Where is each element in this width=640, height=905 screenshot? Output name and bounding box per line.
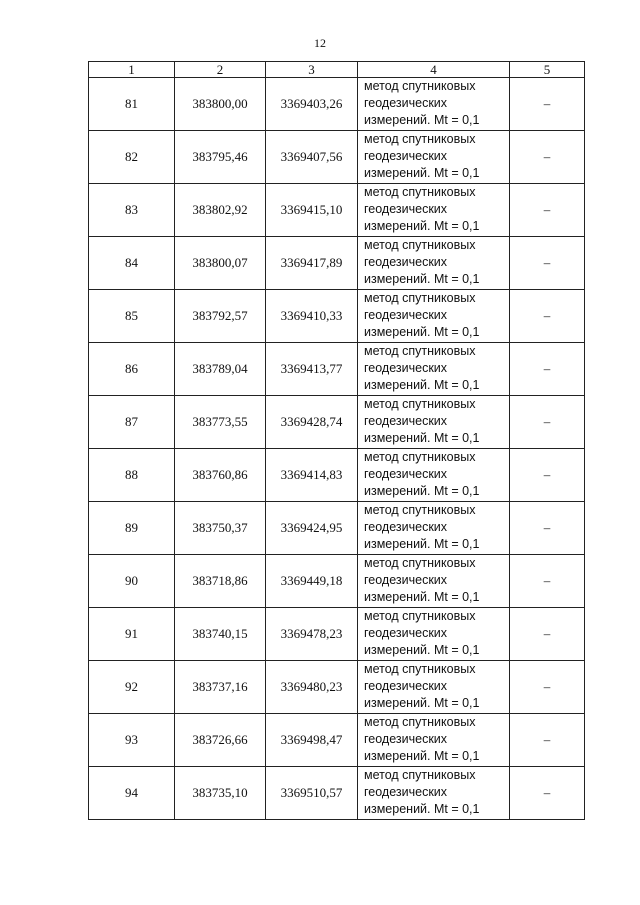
method-line: измерений. Mt = 0,1 xyxy=(364,643,480,657)
method-line: измерений. Mt = 0,1 xyxy=(364,272,480,286)
method-cell xyxy=(358,767,510,820)
method-line: геодезических xyxy=(364,361,448,375)
method-cell xyxy=(358,502,510,555)
note-cell: – xyxy=(510,502,585,555)
x-coordinate-cell: 383735,10 xyxy=(175,767,266,820)
method-cell xyxy=(358,131,510,184)
method-line: метод спутниковых xyxy=(364,79,476,93)
x-coordinate-cell: 383760,86 xyxy=(175,449,266,502)
y-coordinate-cell: 3369413,77 xyxy=(266,343,358,396)
point-number-cell: 85 xyxy=(89,290,175,343)
y-coordinate-cell: 3369478,23 xyxy=(266,608,358,661)
column-header-1: 1 xyxy=(89,62,175,78)
point-number-cell: 87 xyxy=(89,396,175,449)
method-line: измерений. Mt = 0,1 xyxy=(364,219,480,233)
point-number-cell: 83 xyxy=(89,184,175,237)
table-row xyxy=(89,290,585,343)
coordinates-table xyxy=(88,61,585,820)
table-row xyxy=(89,714,585,767)
x-coordinate-cell: 383800,07 xyxy=(175,237,266,290)
method-line: метод спутниковых xyxy=(364,450,476,464)
method-cell xyxy=(358,78,510,131)
point-number-cell: 86 xyxy=(89,343,175,396)
x-coordinate-cell: 383750,37 xyxy=(175,502,266,555)
method-line: метод спутниковых xyxy=(364,397,476,411)
note-cell: – xyxy=(510,184,585,237)
method-line: измерений. Mt = 0,1 xyxy=(364,325,480,339)
method-line: геодезических xyxy=(364,679,448,693)
note-cell: – xyxy=(510,555,585,608)
method-line: измерений. Mt = 0,1 xyxy=(364,431,480,445)
note-cell: – xyxy=(510,237,585,290)
point-number-cell: 93 xyxy=(89,714,175,767)
page-number: 12 xyxy=(314,36,326,50)
method-line: геодезических xyxy=(364,149,448,163)
method-cell xyxy=(358,396,510,449)
point-number-cell: 81 xyxy=(89,78,175,131)
table-header xyxy=(89,62,585,78)
table-row xyxy=(89,78,585,131)
method-cell xyxy=(358,237,510,290)
x-coordinate-cell: 383740,15 xyxy=(175,608,266,661)
method-line: метод спутниковых xyxy=(364,609,476,623)
method-line: измерений. Mt = 0,1 xyxy=(364,749,480,763)
y-coordinate-cell: 3369424,95 xyxy=(266,502,358,555)
method-cell xyxy=(358,343,510,396)
method-line: геодезических xyxy=(364,96,448,110)
method-line: геодезических xyxy=(364,573,448,587)
method-line: геодезических xyxy=(364,732,448,746)
y-coordinate-cell: 3369480,23 xyxy=(266,661,358,714)
method-line: измерений. Mt = 0,1 xyxy=(364,590,480,604)
table-row xyxy=(89,661,585,714)
point-number-cell: 90 xyxy=(89,555,175,608)
table-row xyxy=(89,502,585,555)
x-coordinate-cell: 383773,55 xyxy=(175,396,266,449)
method-cell xyxy=(358,449,510,502)
x-coordinate-cell: 383737,16 xyxy=(175,661,266,714)
table-body xyxy=(89,78,585,820)
method-cell xyxy=(358,290,510,343)
note-cell: – xyxy=(510,608,585,661)
method-cell xyxy=(358,184,510,237)
y-coordinate-cell: 3369498,47 xyxy=(266,714,358,767)
method-cell xyxy=(358,608,510,661)
note-cell: – xyxy=(510,290,585,343)
point-number-cell: 88 xyxy=(89,449,175,502)
point-number-cell: 89 xyxy=(89,502,175,555)
note-cell: – xyxy=(510,131,585,184)
table-row xyxy=(89,343,585,396)
method-line: метод спутниковых xyxy=(364,662,476,676)
method-line: измерений. Mt = 0,1 xyxy=(364,802,480,816)
method-line: геодезических xyxy=(364,308,448,322)
method-line: метод спутниковых xyxy=(364,344,476,358)
point-number-cell: 91 xyxy=(89,608,175,661)
method-line: геодезических xyxy=(364,414,448,428)
method-line: геодезических xyxy=(364,626,448,640)
note-cell: – xyxy=(510,78,585,131)
note-cell: – xyxy=(510,396,585,449)
y-coordinate-cell: 3369428,74 xyxy=(266,396,358,449)
x-coordinate-cell: 383800,00 xyxy=(175,78,266,131)
table-row xyxy=(89,767,585,820)
table-row xyxy=(89,608,585,661)
table-row xyxy=(89,237,585,290)
header-row xyxy=(89,62,585,78)
method-line: измерений. Mt = 0,1 xyxy=(364,113,480,127)
y-coordinate-cell: 3369414,83 xyxy=(266,449,358,502)
x-coordinate-cell: 383792,57 xyxy=(175,290,266,343)
y-coordinate-cell: 3369407,56 xyxy=(266,131,358,184)
column-header-5: 5 xyxy=(510,62,585,78)
method-line: измерений. Mt = 0,1 xyxy=(364,378,480,392)
method-cell xyxy=(358,661,510,714)
note-cell: – xyxy=(510,661,585,714)
method-line: измерений. Mt = 0,1 xyxy=(364,484,480,498)
column-header-2: 2 xyxy=(175,62,266,78)
method-line: геодезических xyxy=(364,467,448,481)
method-line: метод спутниковых xyxy=(364,715,476,729)
method-line: измерений. Mt = 0,1 xyxy=(364,166,480,180)
method-line: метод спутниковых xyxy=(364,503,476,517)
point-number-cell: 94 xyxy=(89,767,175,820)
table-row xyxy=(89,555,585,608)
method-line: геодезических xyxy=(364,785,448,799)
method-cell xyxy=(358,714,510,767)
column-header-4: 4 xyxy=(358,62,510,78)
table-row xyxy=(89,131,585,184)
y-coordinate-cell: 3369403,26 xyxy=(266,78,358,131)
y-coordinate-cell: 3369417,89 xyxy=(266,237,358,290)
method-cell xyxy=(358,555,510,608)
x-coordinate-cell: 383718,86 xyxy=(175,555,266,608)
method-line: метод спутниковых xyxy=(364,556,476,570)
point-number-cell: 82 xyxy=(89,131,175,184)
x-coordinate-cell: 383726,66 xyxy=(175,714,266,767)
y-coordinate-cell: 3369510,57 xyxy=(266,767,358,820)
method-line: метод спутниковых xyxy=(364,768,476,782)
y-coordinate-cell: 3369415,10 xyxy=(266,184,358,237)
method-line: метод спутниковых xyxy=(364,132,476,146)
method-line: геодезических xyxy=(364,520,448,534)
table-row xyxy=(89,396,585,449)
table-row xyxy=(89,184,585,237)
column-header-3: 3 xyxy=(266,62,358,78)
method-line: метод спутниковых xyxy=(364,185,476,199)
point-number-cell: 92 xyxy=(89,661,175,714)
x-coordinate-cell: 383795,46 xyxy=(175,131,266,184)
y-coordinate-cell: 3369449,18 xyxy=(266,555,358,608)
table-row xyxy=(89,449,585,502)
x-coordinate-cell: 383789,04 xyxy=(175,343,266,396)
note-cell: – xyxy=(510,714,585,767)
y-coordinate-cell: 3369410,33 xyxy=(266,290,358,343)
note-cell: – xyxy=(510,343,585,396)
method-line: геодезических xyxy=(364,255,448,269)
method-line: метод спутниковых xyxy=(364,291,476,305)
x-coordinate-cell: 383802,92 xyxy=(175,184,266,237)
note-cell: – xyxy=(510,767,585,820)
point-number-cell: 84 xyxy=(89,237,175,290)
method-line: измерений. Mt = 0,1 xyxy=(364,696,480,710)
note-cell: – xyxy=(510,449,585,502)
method-line: измерений. Mt = 0,1 xyxy=(364,537,480,551)
method-line: геодезических xyxy=(364,202,448,216)
method-line: метод спутниковых xyxy=(364,238,476,252)
